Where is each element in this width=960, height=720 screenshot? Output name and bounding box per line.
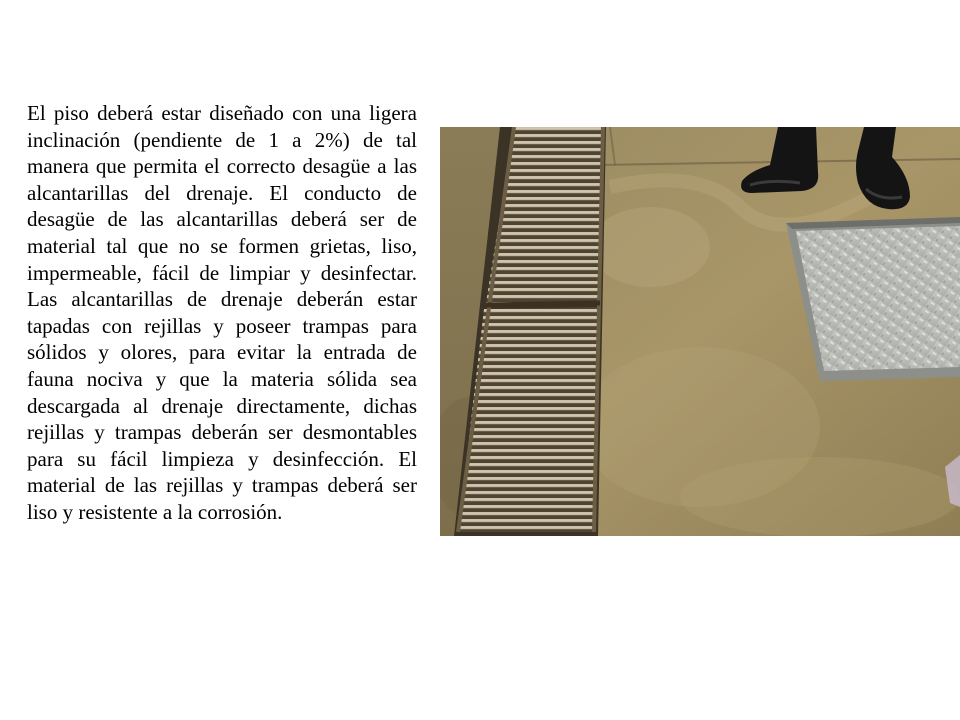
body-paragraph: El piso deberá estar diseñado con una ligera inclinación (pendiente de 1 a 2%) de tal manera que permita el correcto desagüe a las alcantarillas del drenaje. El conducto de desagüe de las alcantarillas deberá ser de material tal que no se formen grietas, liso, impermeable, fácil de limpiar y desinfectar. Las alcantarillas de drenaje deberán estar tapadas con rejillas y poseer trampas para sólidos y olores, para evitar la entrada de fauna nociva y que la materia sólida sea descargada al drenaje directamente, dichas rejillas y trampas deberán ser desmontables para su fácil limpieza y desinfección. El material de las rejillas y trampas deberá ser liso y resistente a la corrosión. — [27, 101, 417, 524]
drain-grate-photo — [440, 127, 960, 536]
